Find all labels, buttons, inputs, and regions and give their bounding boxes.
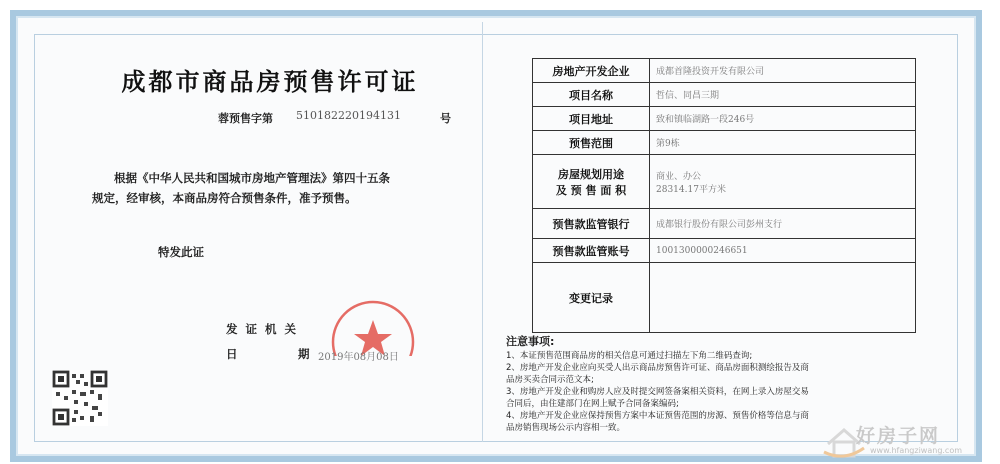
project-info-table: [532, 58, 916, 333]
table-row: [533, 263, 916, 333]
row-label-project-name: 项目名称: [533, 83, 650, 107]
row-label-developer: 房地产开发企业: [533, 59, 650, 83]
row-label-project-address: 项目地址: [533, 107, 650, 131]
row-label-supervising-account: 预售款监管账号: [533, 239, 650, 263]
note-line: 4、房地产开发企业应保持预售方案中本证预售范围的房源、预售价格等信息与商: [506, 411, 809, 421]
table-row: [533, 83, 916, 107]
body-line-1: 根据《中华人民共和国城市房地产管理法》第四十五条: [114, 171, 390, 185]
usage-label-line-2: 及 预 售 面 积: [555, 183, 627, 197]
row-value-supervising-bank: 成都银行股份有限公司彭州支行: [650, 209, 916, 239]
usage-value-line-2: 28314.17平方米: [656, 184, 726, 195]
qr-code-icon[interactable]: [52, 370, 108, 426]
row-value-presale-scope: 第9栋: [650, 131, 916, 155]
row-value-usage-area: [650, 155, 916, 209]
notes-title: 注意事项:: [506, 335, 555, 348]
row-label-usage-area: [533, 155, 650, 209]
table-row: [533, 107, 916, 131]
row-value-change-record: [650, 263, 916, 333]
note-line: 品房销售现场公示内容相一致。: [506, 423, 626, 433]
table-row: [533, 131, 916, 155]
note-line: 2、房地产开发企业应向买受人出示商品房预售许可证、商品房面积测绘报告及商: [506, 363, 809, 373]
certificate-title: 成都市商品房预售许可证: [121, 68, 419, 96]
special-issue-text: 特发此证: [158, 245, 204, 259]
usage-label-line-1: 房屋规划用途: [558, 167, 624, 181]
note-line: 品房买卖合同示范文本;: [506, 375, 594, 385]
row-value-project-address: 致和镇临湖路一段246号: [650, 107, 916, 131]
certificate-body: [92, 168, 464, 208]
note-line: 1、本证预售范围商品房的相关信息可通过扫描左下角二维码查询;: [506, 351, 753, 361]
row-value-developer: 成都首隆投资开发有限公司: [650, 59, 916, 83]
issuer-label: 发证机关: [226, 322, 304, 336]
row-value-supervising-account: 1001300000246651: [650, 239, 916, 263]
row-label-presale-scope: 预售范围: [533, 131, 650, 155]
watermark-url[interactable]: www.hfangziwang.com: [870, 446, 963, 455]
note-line: 合同后，由住建部门在网上赋予合同备案编码;: [506, 399, 679, 409]
date-label-day: 日: [226, 347, 238, 361]
permit-number: 510182220194131: [296, 109, 401, 122]
permit-prefix: 蓉预售字第: [218, 112, 273, 125]
table-row: [533, 59, 916, 83]
official-seal-icon: [318, 290, 428, 356]
permit-suffix: 号: [440, 112, 451, 125]
table-row: [533, 155, 916, 209]
issue-date: 2019年08月08日: [318, 352, 399, 363]
row-label-change-record: 变更记录: [533, 263, 650, 333]
date-label-period: 期: [298, 347, 310, 361]
body-line-2: 规定，经审核，本商品房符合预售条件，准予预售。: [92, 191, 357, 205]
row-label-supervising-bank: 预售款监管银行: [533, 209, 650, 239]
usage-value-line-1: 商业、办公: [656, 171, 702, 182]
note-line: 3、房地产开发企业和购房人应及时提交网签备案相关资料，在网上录入房屋交易: [506, 387, 809, 397]
center-divider: [482, 22, 483, 442]
table-row: [533, 209, 916, 239]
watermark-text: 好房子网: [856, 425, 941, 447]
table-row: [533, 239, 916, 263]
row-value-project-name: 哲信、同昌三期: [650, 83, 916, 107]
